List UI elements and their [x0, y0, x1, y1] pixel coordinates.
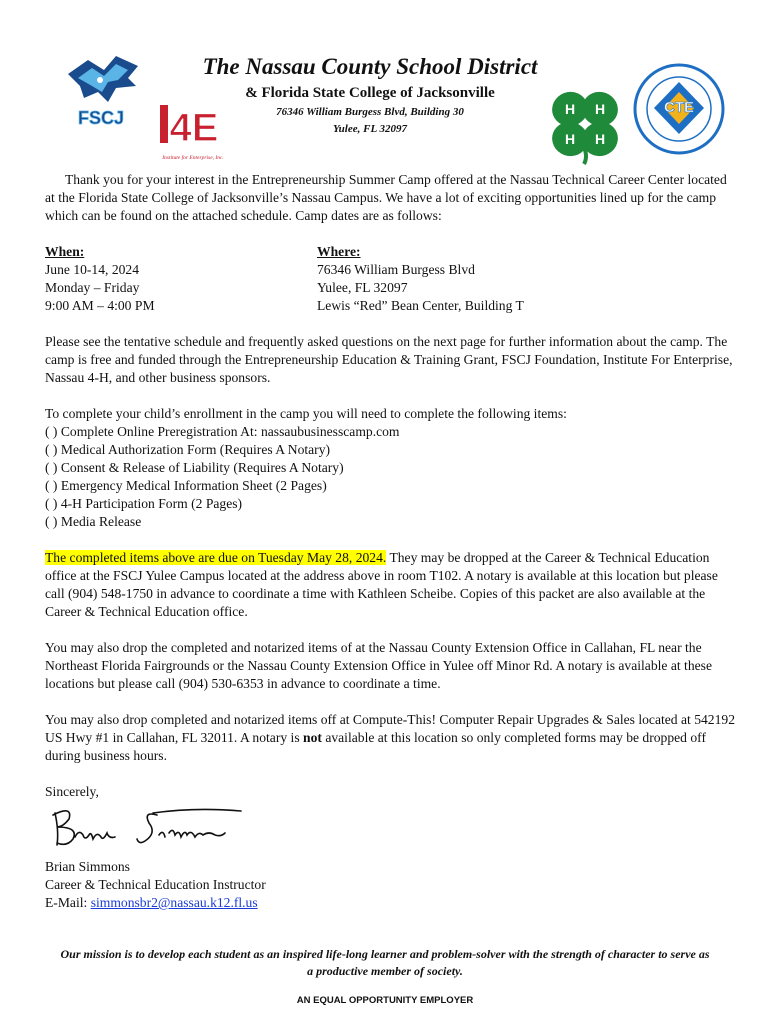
- letterhead-title: The Nassau County School District: [202, 54, 538, 79]
- svg-text:H: H: [564, 101, 576, 117]
- when-time: 9:00 AM – 4:00 PM: [45, 298, 155, 313]
- letterhead-address-line1: 76346 William Burgess Blvd, Building 30: [276, 106, 464, 118]
- checklist-item: ( ) Medical Authorization Form (Requires A Notary): [45, 442, 331, 457]
- fscj-logo-text: FSCJ: [77, 108, 125, 128]
- mission-statement: Our mission is to develop each student as an inspired life-long learner and problem-solver with the strength of character to serve as a productive member of society.: [60, 947, 710, 978]
- when-date: June 10-14, 2024: [45, 262, 140, 277]
- checklist-item: ( ) Media Release: [45, 514, 142, 529]
- checklist-item: ( ) Consent & Release of Liability (Requires A Notary): [45, 460, 344, 475]
- checklist-intro: To complete your child’s enrollment in the camp you will need to complete the following items:: [45, 406, 567, 421]
- enrollment-checklist: [45, 423, 735, 531]
- signer-name: Brian Simmons: [45, 859, 130, 874]
- letterhead: [190, 52, 550, 138]
- checklist-item: ( ) Emergency Medical Information Sheet (2 Pages): [45, 478, 327, 493]
- svg-text:H: H: [594, 131, 606, 147]
- ife-logo-tagline: Institute for Enterprise, Inc.: [162, 155, 224, 161]
- where-heading: Where:: [317, 244, 361, 259]
- signer-title: Career & Technical Education Instructor: [45, 877, 266, 892]
- intro-paragraph: Thank you for your interest in the Entrepreneurship Summer Camp offered at the Nassau Technical Career Center located at the Florida State College of Jacksonville’s Nassau Campus. We have a lot of exciting opportunities lined up for the camp which can be found on the attached schedule. Camp dates are as follows:: [45, 172, 727, 223]
- letterhead-address-line2: Yulee, FL 32097: [332, 123, 408, 135]
- camp-details: [45, 243, 735, 315]
- due-date-paragraph: [45, 549, 735, 621]
- email-link[interactable]: simmonsbr2@nassau.k12.fl.us: [90, 895, 258, 910]
- svg-text:H: H: [564, 131, 576, 147]
- compute-this-paragraph: You may also drop completed and notarized items off at Compute-This! Computer Repair Upgrades & Sales located at 542192 US Hwy #1 in Callahan, FL 32011. A notary is not available at this location so only completed forms may be dropped off during business hours.: [45, 712, 735, 763]
- letterhead-subtitle: & Florida State College of Jacksonville: [245, 85, 495, 101]
- checklist-item: ( ) Complete Online Preregistration At: nassaubusinesscamp.com: [45, 424, 400, 439]
- due-date-details: They may be dropped at the Career & Technical Education office at the FSCJ Yulee Campus located at the address above in room T102. A notary is available at this location but please call (904) 548-1750 in advance to coordinate a time with Kathleen Scheibe. Copies of this packet are also available at the Career & Technical Education office.: [45, 550, 718, 619]
- equal-opportunity-employer: AN EQUAL OPPORTUNITY EMPLOYER: [296, 995, 474, 1006]
- letter-body: [45, 171, 735, 912]
- closing: Sincerely,: [45, 784, 99, 799]
- where-street: 76346 William Burgess Blvd: [317, 262, 475, 277]
- where-column: [317, 243, 589, 315]
- when-days: Monday – Friday: [45, 280, 140, 295]
- when-column: [45, 243, 317, 315]
- cte-logo-text: CTE: [664, 99, 694, 116]
- svg-text:H: H: [594, 101, 606, 117]
- ife-logo-text: 4E: [169, 106, 219, 150]
- where-city: Yulee, FL 32097: [317, 280, 408, 295]
- cte-seal-logo: [632, 62, 726, 156]
- four-h-clover-logo: [544, 85, 626, 165]
- checklist-item: ( ) 4-H Participation Form (2 Pages): [45, 496, 243, 511]
- fscj-logo: [58, 52, 144, 138]
- where-building: Lewis “Red” Bean Center, Building T: [317, 298, 524, 313]
- schedule-paragraph: Please see the tentative schedule and frequently asked questions on the next page for further information about the camp. The camp is free and funded through the Entrepreneurship Education & Training Grant, FSCJ Foundation, Institute For Enterprise, Nassau 4-H, and other business sponsors.: [45, 334, 733, 385]
- due-date-highlight: The completed items above are due on Tuesday May 28, 2024.: [45, 550, 387, 565]
- extension-office-paragraph: You may also drop the completed and notarized items of at the Nassau County Extension Office in Callahan, FL near the Northeast Florida Fairgrounds or the Nassau County Extension Office in Yulee off Minor Rd. A notary is available at these locations but please call (904) 530-6353 in advance to coordinate a time.: [45, 640, 712, 691]
- not-emphasis: not: [303, 730, 322, 745]
- handwritten-signature: [45, 801, 245, 853]
- when-heading: When:: [45, 244, 85, 259]
- signer-email-line: E-Mail: simmonsbr2@nassau.k12.fl.us: [45, 895, 258, 910]
